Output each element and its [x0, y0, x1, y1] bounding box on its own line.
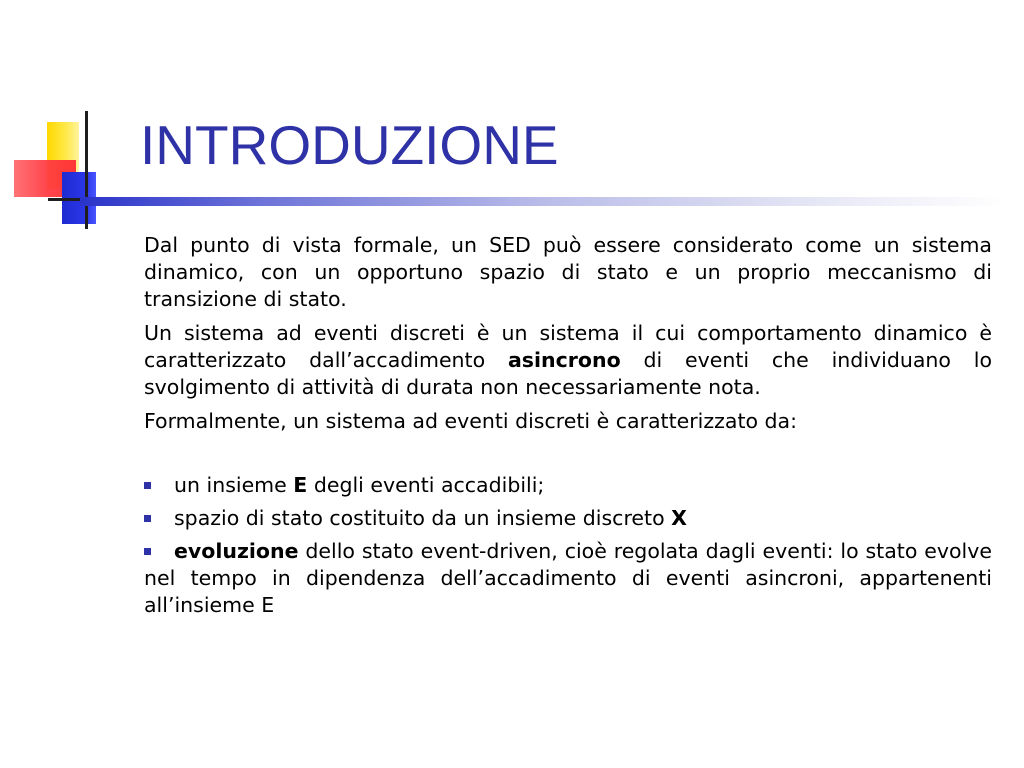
bullet-3-text-end: dello stato event-driven, cioè regolata dagli eventi: lo stato evolve nel tempo in dipendenza dell’accadimento di eventi asincroni, appartenenti all’insieme E: [144, 539, 992, 617]
paragraph-3: Formalmente, un sistema ad eventi discreti è caratterizzato da:: [144, 409, 798, 433]
bullet-1-bold: E: [293, 473, 308, 497]
bullet-1-text: un insieme: [174, 473, 294, 497]
paragraph-2-bold: asincrono: [507, 348, 621, 372]
title-underline: [80, 197, 1004, 206]
slide-title: INTRODUZIONE: [140, 114, 559, 176]
square-bullet-icon: [144, 482, 151, 489]
square-bullet-icon: [144, 548, 151, 555]
bullet-3-bold: evoluzione: [174, 539, 299, 563]
spacer: [144, 442, 992, 472]
bullet-1-text-end: degli eventi accadibili;: [307, 473, 545, 497]
slide-body: [144, 232, 992, 625]
bullet-2-bold: X: [671, 506, 687, 530]
bullet-2-text: spazio di stato costituito da un insieme discreto: [174, 506, 672, 530]
paragraph-1: Dal punto di vista formale, un SED può essere considerato come un sistema dinamico, con un opportuno spazio di stato e un proprio meccanismo di transizione di stato.: [144, 233, 992, 311]
bullet-item-3: [144, 538, 992, 619]
vertical-line: [85, 111, 88, 229]
bullet-item-1: [144, 472, 992, 499]
paragraph-2: [144, 320, 992, 401]
paragraph-2-text-end: di eventi che individuano lo svolgimento di attività di durata non necessariamente nota.: [144, 348, 992, 399]
paragraph-2-text: Un sistema ad eventi discreti è un sistema il cui comportamento dinamico è caratterizzato dall’accadimento: [144, 321, 992, 372]
square-bullet-icon: [144, 515, 151, 522]
bullet-item-2: [144, 505, 992, 532]
